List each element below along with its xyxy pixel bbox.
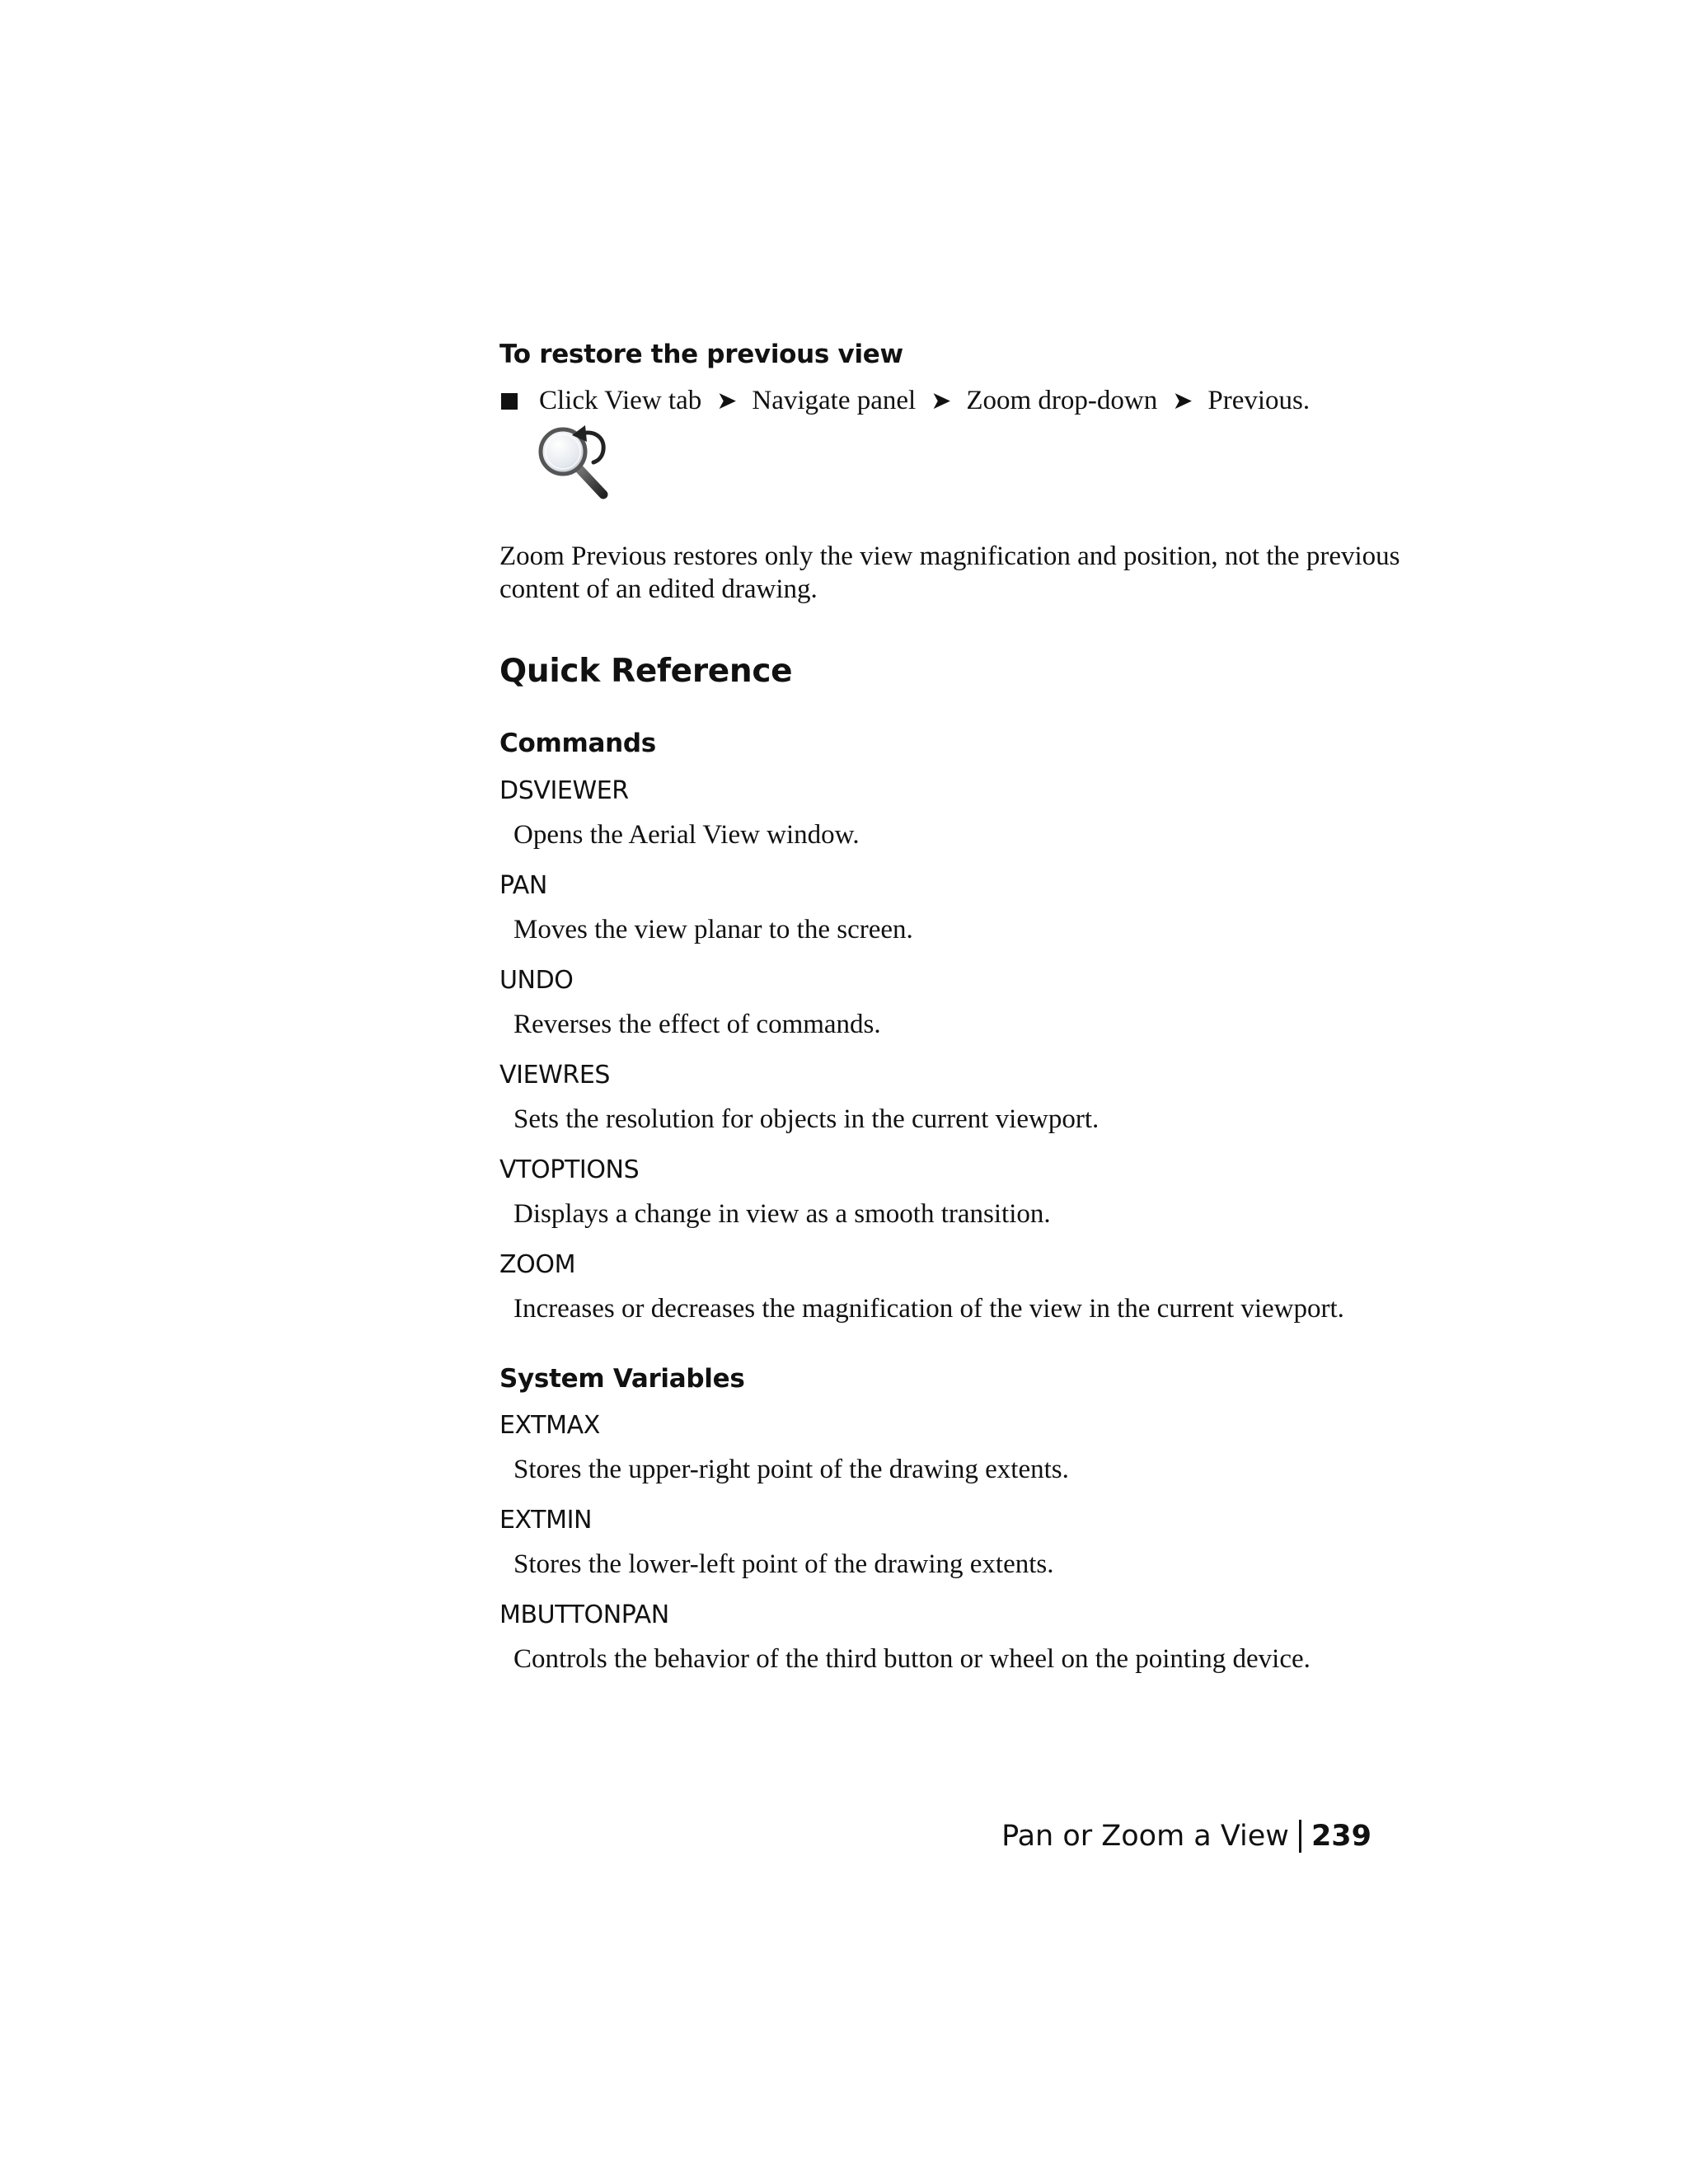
command-description: Increases or decreases the magnification of the view in the current viewport. <box>513 1294 1344 1324</box>
command-term: ZOOM <box>499 1250 576 1279</box>
footer-divider <box>1299 1820 1301 1853</box>
variable-description: Stores the upper-right point of the drawing extents. <box>513 1455 1069 1484</box>
command-term: DSVIEWER <box>499 776 629 805</box>
command-description: Moves the view planar to the screen. <box>513 915 913 944</box>
command-description: Reverses the effect of commands. <box>513 1010 881 1039</box>
zoom-previous-icon <box>534 422 613 501</box>
variable-term: EXTMAX <box>499 1411 600 1440</box>
command-term: UNDO <box>499 966 574 995</box>
procedure-heading: To restore the previous view <box>499 340 903 369</box>
footer-section-title: Pan or Zoom a View <box>1001 1820 1289 1853</box>
commands-heading: Commands <box>499 729 656 758</box>
command-description: Sets the resolution for objects in the current viewport. <box>513 1104 1100 1134</box>
square-bullet-icon <box>501 393 518 410</box>
arrow-icon: ➤ <box>1172 387 1193 415</box>
variable-description: Stores the lower-left point of the drawing extents. <box>513 1549 1054 1579</box>
variable-term: MBUTTONPAN <box>499 1601 669 1629</box>
variable-term: EXTMIN <box>499 1506 593 1535</box>
step-dropdown-text: Zoom drop-down <box>966 386 1158 415</box>
command-term: VTOPTIONS <box>499 1155 640 1184</box>
page-footer <box>1001 1820 1372 1853</box>
step-navigate-text: Navigate panel <box>752 386 917 415</box>
command-description: Displays a change in view as a smooth transition. <box>513 1199 1051 1229</box>
system-variables-heading: System Variables <box>499 1364 745 1394</box>
arrow-icon: ➤ <box>931 387 952 415</box>
arrow-icon: ➤ <box>716 387 738 415</box>
step-click-text: Click View tab <box>539 386 702 415</box>
command-term: VIEWRES <box>499 1061 611 1090</box>
page-number: 239 <box>1311 1820 1372 1853</box>
command-description: Opens the Aerial View window. <box>513 820 860 850</box>
command-term: PAN <box>499 871 547 900</box>
variable-description: Controls the behavior of the third button or wheel on the pointing device. <box>513 1644 1311 1674</box>
procedure-step <box>499 386 1310 416</box>
step-previous-text: Previous. <box>1207 386 1311 415</box>
note-paragraph: Zoom Previous restores only the view magnification and position, not the previous content of an edited drawing. <box>499 541 1400 604</box>
quick-reference-heading: Quick Reference <box>499 653 793 690</box>
